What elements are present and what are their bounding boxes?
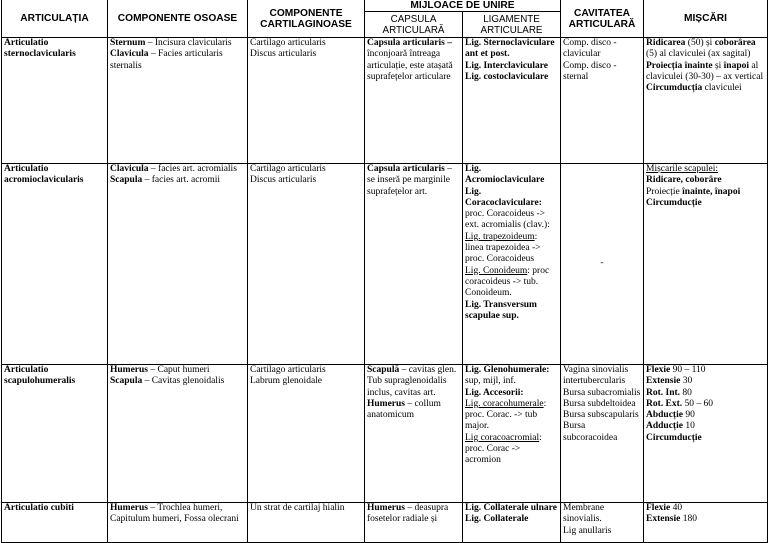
cartilage-components: Un strat de cartilaj hialin <box>248 503 365 543</box>
articulation-name: Articulatio cubiti <box>2 503 108 543</box>
header-componente-cartilaginoase: COMPONENTE CARTILAGINOASE <box>248 0 365 38</box>
cartilage-components: Cartilago articularis Discus articularis <box>248 164 365 365</box>
capsule: Scapulă – cavitas glen. Tub supraglenoidalis inclus, cavitas art. Humerus – collum anatomicum <box>365 365 463 503</box>
ligaments: Lig. Sternoclaviculare ant et post. Lig. Interclaviculare Lig. costoclaviculare <box>463 38 561 164</box>
header-componente-osoase: COMPONENTE OSOASE <box>108 0 248 38</box>
header-articulatia: ARTICULAȚIA <box>2 0 108 38</box>
ligaments: Lig. Glenohumerale: sup, mijl, inf. Lig. Accesorii: Lig. coracohumerale: proc. Corac. -> tub major. Lig coracoacromial: proc. Corac -> acromion <box>463 365 561 503</box>
header-miscari: MIȘCĂRI <box>644 0 768 38</box>
table-row <box>2 164 768 365</box>
articular-cavity: Vagina sinovialis intertubercularis Bursa subacromialis Bursa subdeltoidea Bursa subscapularis Bursa subcoracoidea <box>561 365 644 503</box>
table-row <box>2 365 768 503</box>
header-mijloace-de-unire: MIJLOACE DE UNIRE <box>365 0 561 12</box>
articulation-name: Articulatio sternoclavicularis <box>2 38 108 164</box>
bone-components: Sternum – Incisura clavicularis Clavicula – Facies articularis sternalis <box>108 38 248 164</box>
bone-components: Clavicula – facies art. acromialis Scapula – facies art. acromii <box>108 164 248 365</box>
header-capsula-articulara: CAPSULA ARTICULARĂ <box>365 12 463 38</box>
header-cavitatea-articulara: CAVITATEA ARTICULARĂ <box>561 0 644 38</box>
cartilage-components: Cartilago articularis Labrum glenoidale <box>248 365 365 503</box>
bone-components: Humerus – Trochlea humeri, Capitulum humeri, Fossa olecrani <box>108 503 248 543</box>
movements: Flexie 90 – 110 Extensie 30 Rot. Int. 80 Rot. Ext. 50 – 60 Abducție 90 Adducție 10 Circumducție <box>644 365 768 503</box>
movements: Flexie 40 Extensie 180 <box>644 503 768 543</box>
capsule: Humerus – deasupra fosetelor radiale și <box>365 503 463 543</box>
articulation-name: Articulatio scapulohumeralis <box>2 365 108 503</box>
ligaments: Lig. Collaterale ulnare Lig. Collaterale <box>463 503 561 543</box>
articular-cavity: Comp. disco - clavicular Comp. disco - sternal <box>561 38 644 164</box>
articular-cavity: Membrane sinovialis. Lig anullaris <box>561 503 644 543</box>
table-row <box>2 503 768 543</box>
articulations-table <box>1 0 768 543</box>
cartilage-components: Cartilago articularis Discus articularis <box>248 38 365 164</box>
capsule: Capsula articularis – se inseră pe marginile suprafețelor art. <box>365 164 463 365</box>
capsule: Capsula articularis – înconjoară întreaga articulație, este atașată suprafețelor articulare <box>365 38 463 164</box>
header-ligamente-articulare: LIGAMENTE ARTICULARE <box>463 12 561 38</box>
table-row <box>2 38 768 164</box>
movements: Ridicarea (50) și coborârea (5) al claviculei (ax sagital) Proiecția înainte și înapoi al claviculei (30-30) – ax vertical Circumducția claviculei <box>644 38 768 164</box>
articulation-name: Articulatio acromioclavicularis <box>2 164 108 365</box>
bone-components: Humerus – Caput humeri Scapula – Cavitas glenoidalis <box>108 365 248 503</box>
articular-cavity: - <box>561 164 644 365</box>
ligaments: Lig. Acromioclaviculare Lig. Coracoclaviculare: proc. Coracoideus -> ext. acromialis (clav.): Lig. trapezoideum: linea trapezoidea -> proc. Coracoideus Lig. Conoideum: proc coracoideus -> tub. Conoideum. Lig. Transversum scapulae sup. <box>463 164 561 365</box>
movements: Mișcarile scapulei: Ridicare, coborâre Proiecție înainte, înapoi Circumducție <box>644 164 768 365</box>
